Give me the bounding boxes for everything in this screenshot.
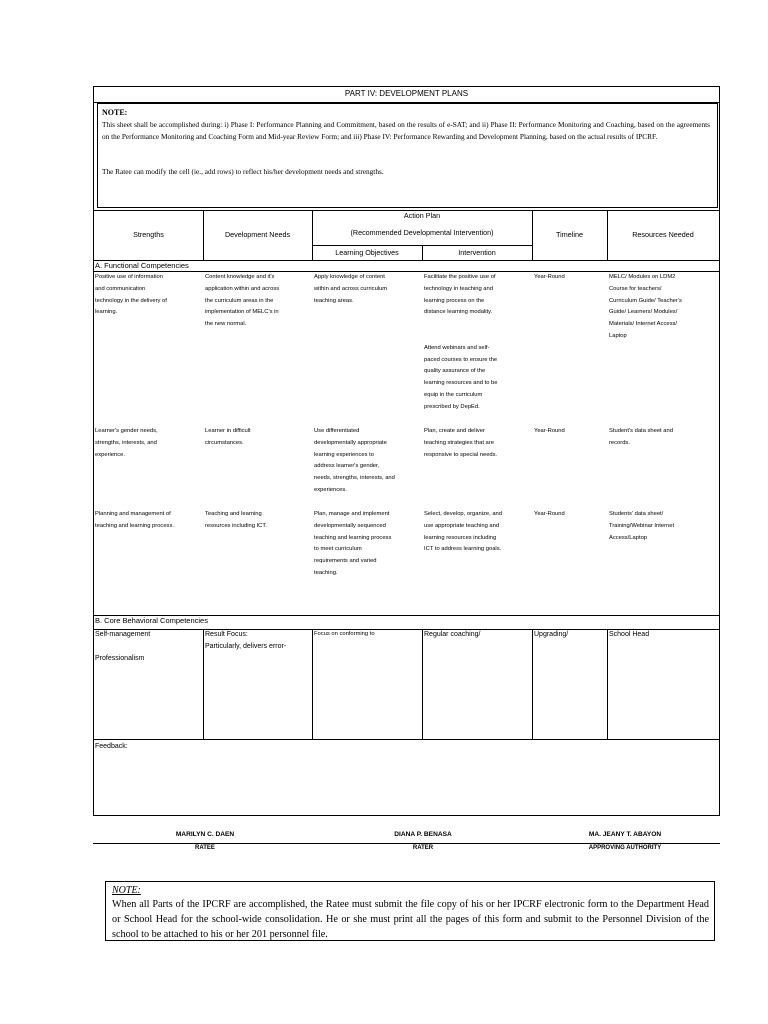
header-timeline: Timeline bbox=[556, 230, 583, 239]
row-a3-strengths: Planning and management of teaching and learning process. bbox=[95, 511, 174, 529]
section-functional-competencies: A. Functional Competencies bbox=[95, 261, 189, 270]
approving-authority-role: APPROVING AUTHORITY bbox=[588, 845, 662, 851]
row-b-strengths: Self-management Professionalism bbox=[95, 631, 151, 662]
approving-authority-name: MA. JEANY T. ABAYON bbox=[588, 831, 662, 838]
rater-role: RATER bbox=[412, 845, 434, 851]
header-learning-objectives: Learning Objectives bbox=[335, 248, 399, 257]
note-text-modify: The Ratee can modify the cell (ie., add rows) to reflect his/her development needs and strengths. bbox=[102, 167, 384, 176]
rater-name: DIANA P. BENASA bbox=[394, 831, 452, 838]
note-text: This sheet shall be accomplished during: i) Phase I: Performance Planning and Commitment, based on the results of e-SAT; and ii) Phase II: Performance Monitoring and Coaching, based on the agreements on the Performance Monitoring and Coaching Form and Mid-year Review Form; and iii) Phase IV: Performance Rewarding and Development Planning, based on the actual results of IPCRF. bbox=[102, 120, 710, 141]
row-a1-timeline: Year-Round bbox=[534, 274, 565, 280]
row-a1-resources: MELC/ Modules on LDM2 Course for teachers/ Curriculum Guide/ Teacher's Guide/ Learners/ Modules/ Materials/ Internet Access/ Laptop bbox=[609, 274, 682, 339]
row-b-needs: Result Focus: Particularly, delivers error- bbox=[205, 631, 287, 650]
development-plan-form bbox=[93, 86, 720, 816]
row-a2-needs: Learner in difficult circumstances. bbox=[205, 428, 251, 446]
row-b-timeline: Upgrading/ bbox=[534, 631, 569, 638]
row-a3-needs: Teaching and learning resources including ICT. bbox=[205, 511, 267, 529]
row-b-resources: School Head bbox=[609, 631, 650, 638]
ratee-name: MARILYN C. DAEN bbox=[175, 831, 235, 838]
section-core-behavioral-competencies: B. Core Behavioral Competencies bbox=[95, 616, 208, 625]
row-a2-resources: Student's data sheet and records. bbox=[609, 428, 673, 446]
row-a2-timeline: Year-Round bbox=[534, 428, 565, 434]
header-recommended-intervention: (Recommended Developmental Intervention) bbox=[350, 228, 494, 237]
row-a1-strengths: Positive use of information and communication technology in the delivery of learning. bbox=[95, 274, 167, 316]
row-a3-objectives: Plan, manage and implement developmentally sequenced teaching and learning process to meet curriculum requirements and varied teaching. bbox=[314, 511, 392, 576]
row-a3-resources: Students' data sheet/ Training/Webinar Internet Access/Laptop bbox=[609, 511, 675, 541]
row-a1-objectives: Apply knowledge of content within and across curriculum teaching areas. bbox=[314, 274, 388, 304]
header-intervention: Intervention bbox=[458, 248, 496, 257]
bottom-note-heading: NOTE: bbox=[112, 885, 141, 896]
row-a2-objectives: Use differentiated developmentally appropriate learning experiences to address learner's gender, needs, strengths, interests, and experiences. bbox=[314, 428, 395, 493]
header-development-needs: Development Needs bbox=[224, 230, 291, 239]
row-a1-intervention: Facilitate the positive use of technology in teaching and learning process on the distance learning modality. Attend webinars and self- paced courses to ensure the quality assurance of the learning resources and to be equip in the curriculum prescribed by DepEd. bbox=[424, 274, 498, 410]
row-a2-strengths: Learner's gender needs, strengths, interests, and experience. bbox=[95, 428, 158, 458]
row-a3-intervention: Select, develop, organize, and use appropriate teaching and learning resources including ICT to address learning goals. bbox=[424, 511, 502, 553]
row-a1-needs: Content knowledge and it's application within and across the curriculum areas in the implementation of MELC's in the new normal. bbox=[205, 274, 280, 328]
header-resources-needed: Resources Needed bbox=[632, 230, 694, 239]
note-heading: NOTE: bbox=[102, 108, 128, 117]
row-a3-timeline: Year-Round bbox=[534, 511, 565, 517]
note-box bbox=[97, 103, 718, 208]
bottom-note-text: When all Parts of the IPCRF are accomplished, the Ratee must submit the file copy of his or her IPCRF electronic form to the Department Head or School Head for the school-wide consolidation. He or she must print all the pages of this form and submit to the Personnel Division of the school to be attached to his or her 201 personnel file. bbox=[112, 899, 709, 940]
feedback-label: Feedback: bbox=[95, 743, 128, 750]
ratee-role: RATEE bbox=[195, 845, 215, 851]
row-a2-intervention: Plan, create and deliver teaching strategies that are responsive to special needs. bbox=[424, 428, 498, 458]
row-b-intervention: Regular coaching/ bbox=[424, 631, 481, 638]
bottom-note-box bbox=[105, 881, 715, 941]
row-b-objectives: Focus on conforming to bbox=[314, 631, 375, 637]
page-title: PART IV: DEVELOPMENT PLANS bbox=[344, 89, 469, 98]
header-action-plan: Action Plan bbox=[403, 211, 441, 220]
header-strengths: Strengths bbox=[133, 230, 164, 239]
